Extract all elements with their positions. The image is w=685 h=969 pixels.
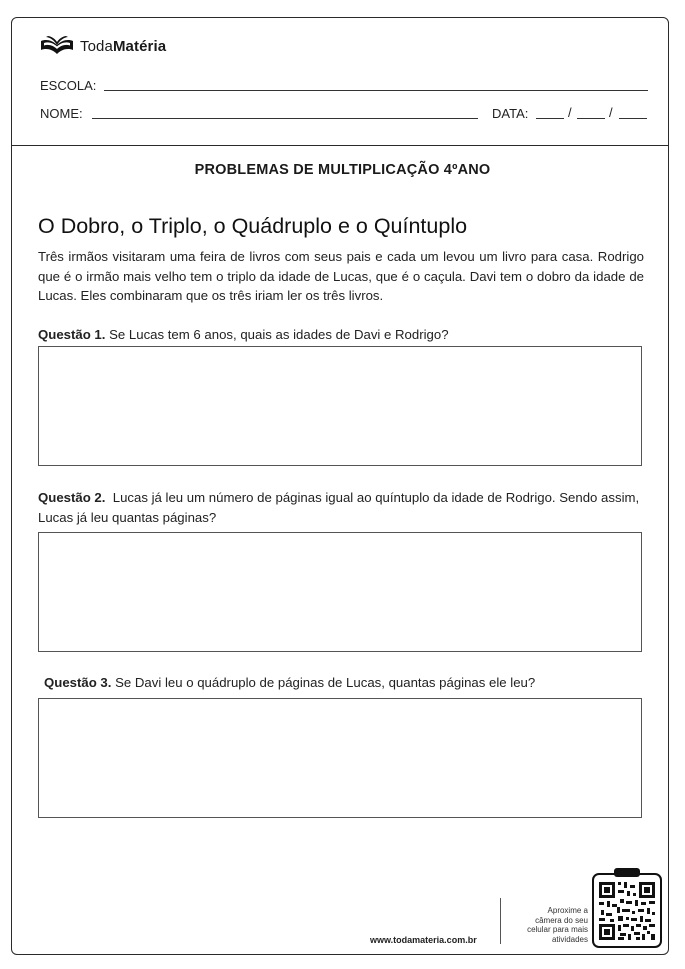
answer-box-1[interactable] xyxy=(38,346,642,466)
question-3-text: Se Davi leu o quádruplo de páginas de Lucas, quantas páginas ele leu? xyxy=(115,675,536,690)
question-2 xyxy=(38,488,644,527)
answer-box-2[interactable] xyxy=(38,532,642,652)
question-2-text: Lucas já leu um número de páginas igual ao quíntuplo da idade de Rodrigo. Sendo assim, Lucas já leu quantas páginas? xyxy=(38,490,640,525)
qr-code-icon[interactable] xyxy=(592,868,662,953)
question-3-number: Questão 3. xyxy=(44,675,112,690)
date-year-line[interactable] xyxy=(619,118,647,119)
question-1 xyxy=(38,325,644,345)
school-line[interactable] xyxy=(104,90,648,91)
date-day-line[interactable] xyxy=(536,118,564,119)
question-1-number: Questão 1. xyxy=(38,327,106,342)
school-label: ESCOLA: xyxy=(40,78,97,93)
date-label: DATA: xyxy=(492,106,529,121)
date-separator-1: / xyxy=(568,105,572,120)
footer-divider xyxy=(500,898,501,944)
date-month-line[interactable] xyxy=(577,118,605,119)
website-url[interactable]: www.todamateria.com.br xyxy=(370,935,477,945)
open-book-icon xyxy=(40,36,74,56)
name-label: NOME: xyxy=(40,106,83,121)
answer-box-3[interactable] xyxy=(38,698,642,818)
intro-paragraph: Três irmãos visitaram uma feira de livros com seus pais e cada um levou um livro para casa. Rodrigo que é o irmão mais velho tem o triplo da idade de Lucas, que é o caçula. Davi tem o dobro da idade de Lucas. Eles combinaram que os três iriam ler os três livros. xyxy=(38,249,644,303)
brand-logo xyxy=(40,36,166,56)
brand-name: TodaMatéria xyxy=(80,37,167,55)
name-line[interactable] xyxy=(92,118,478,119)
header-divider xyxy=(11,145,669,146)
question-3 xyxy=(44,673,644,693)
question-1-text: Se Lucas tem 6 anos, quais as idades de Davi e Rodrigo? xyxy=(109,327,449,342)
question-2-number: Questão 2. xyxy=(38,490,106,505)
worksheet-title: PROBLEMAS DE MULTIPLICAÇÃO 4ºANO xyxy=(194,162,491,178)
date-separator-2: / xyxy=(609,105,613,120)
qr-caption: Aproxime a câmera do seu celular para mais atividades xyxy=(527,906,588,944)
section-heading: O Dobro, o Triplo, o Quádruplo e o Quíntuplo xyxy=(38,214,468,238)
